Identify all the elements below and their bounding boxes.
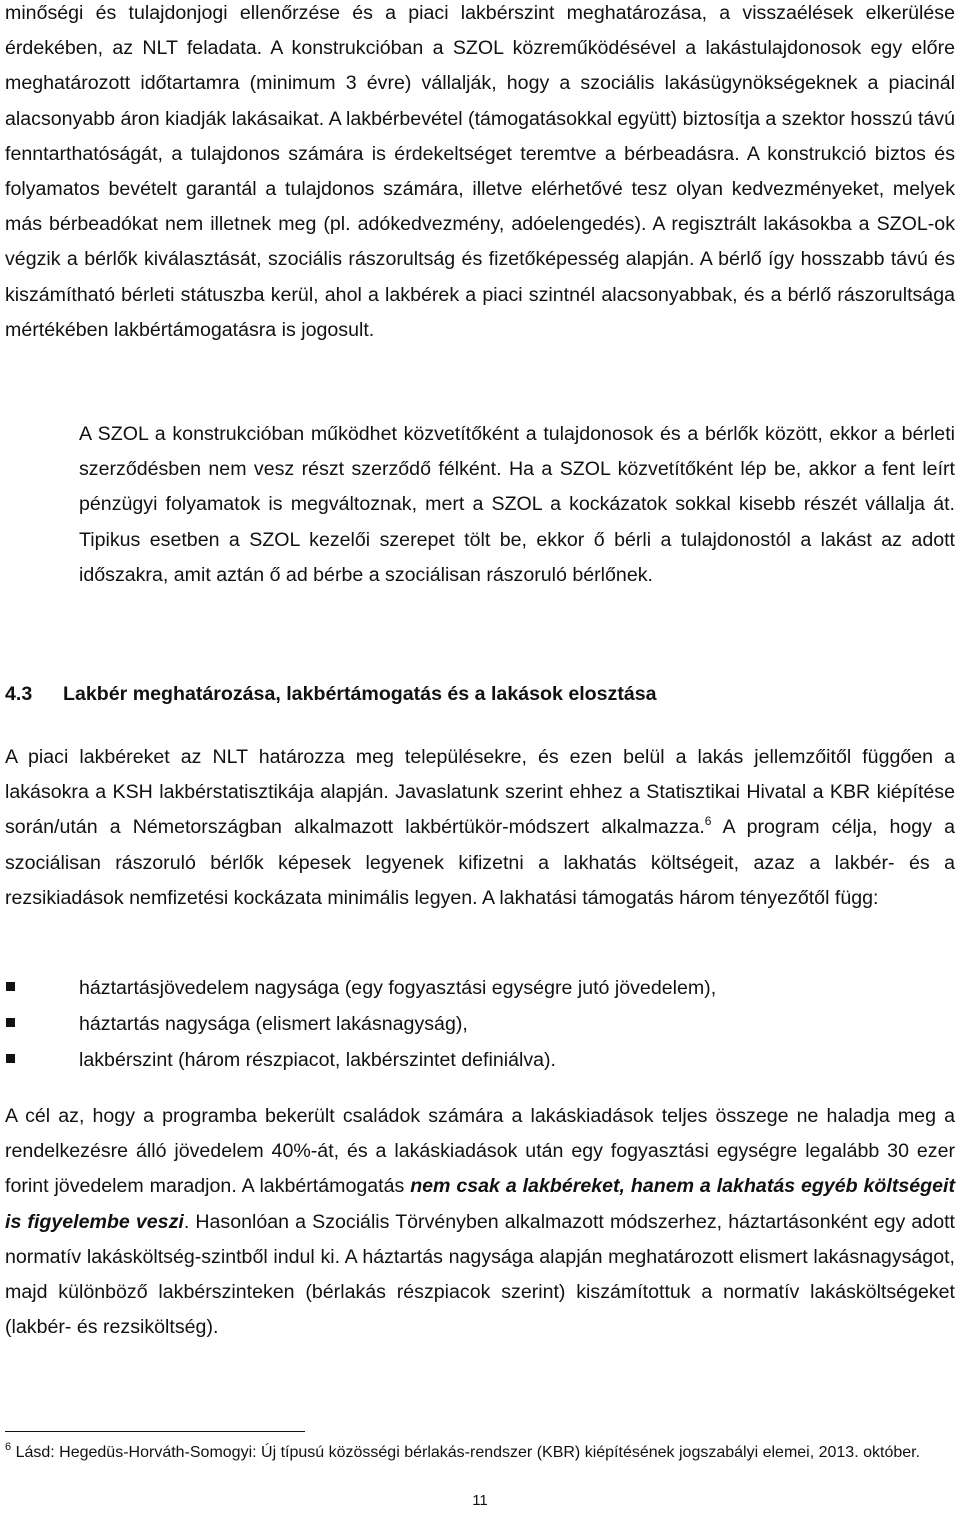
- list-item: [5, 1006, 955, 1042]
- footnote: [5, 1440, 955, 1466]
- paragraph-text-part2: . Hasonlóan a Szociális Törvényben alkalmazott módszerhez, háztartásonként egy adott normatív lakásköltség-szintből indul ki. A háztartás nagysága alapján meghatározott elismert lakásnagyságot, majd különböző lakbérszinteken (bérlakás részpiacok szerint) kiszámítottuk a normatív lakásköltségeket (lakbér- és rezsiköltség).: [5, 1210, 955, 1339]
- square-bullet-icon: [6, 982, 15, 991]
- paragraph-intro: minőségi és tulajdonjogi ellenőrzése és a piaci lakbérszint meghatározása, a visszaélések elkerülése érdekében, az NLT feladata. A konstrukcióban a SZOL közreműködésével a lakástulajdonosok egy előre meghatározott időtartamra (minimum 3 évre) vállalják, hogy a szociális lakásügynökségeknek a piacinál alacsonyabb áron kiadják lakásaikat. A lakbérbevétel (támogatásokkal együtt) biztosítja a szektor hosszú távú fenntarthatóságát, a tulajdonos számára is érdekeltséget teremtve a bérbeadásra. A konstrukció biztos és folyamatos bevételt garantál a tulajdonos számára, illetve elérhetővé tesz olyan kedvezményeket, melyek más bérbeadókat nem illetnek meg (pl. adókedvezmény, adóelengedés). A regisztrált lakásokba a SZOL-ok végzik a bérlők kiválasztását, szociális rászorultság és fizetőképesség alapján. A bérlő így hosszabb távú és kiszámítható bérleti státuszba kerül, ahol a lakbérek a piaci szintnél alacsonyabbak, és a bérlő rászorultsága mértékében lakbértámogatásra is jogosult.: [5, 2, 955, 341]
- section-title: Lakbér meghatározása, lakbértámogatás és a lakások elosztása: [63, 683, 657, 705]
- section-number: 4.3: [5, 683, 33, 705]
- section-heading: [5, 676, 955, 712]
- page-number: 11: [472, 1492, 488, 1509]
- footnote-number: 6: [5, 1441, 12, 1453]
- paragraph-text-after-ref: A program célja, hogy a szociálisan rászoruló bérlők képesek legyenek kifizetni a lakhatás költségeit, azaz a lakbér- és a rezsikiadások nemfizetési kockázata minimális legyen. A lakhatási támogatás három tényezőtől függ:: [5, 816, 955, 909]
- footnote-reference[interactable]: 6: [704, 814, 712, 829]
- list-item: [5, 970, 955, 1006]
- paragraph-text-before-ref: A piaci lakbéreket az NLT határozza meg településekre, és ezen belül a lakás jellemzőitől függően a lakásokra a KSH lakbérstatisztikája alapján. Javaslatunk szerint ehhez a Statisztikai Hivatal a KBR kiépítése során/után a Németországban alkalmazott lakbértükör-módszert alkalmazza.: [5, 746, 955, 839]
- footnote-divider: [5, 1431, 305, 1432]
- paragraph-text-part1: A cél az, hogy a programba bekerült családok számára a lakáskiadások teljes összege ne haladja meg a rendelkezésre álló jövedelem 40%-át, és a lakáskiadások után egy fogyasztási egységre legalább 30 ezer forint jövedelem maradjon. A lakbértámogatás: [5, 1105, 955, 1198]
- paragraph-indented-szol: A SZOL a konstrukcióban működhet közvetítőként a tulajdonosok és a bérlők között, ekkor a bérleti szerződésben nem vesz részt szerződő félként. Ha a SZOL közvetítőként lép be, akkor a fent leírt pénzügyi folyamatok is megváltoznak, mert a SZOL a kockázatok sokkal kisebb részét vállalja át. Tipikus esetben a SZOL kezelői szerepet tölt be, ekkor ő bérli a tulajdonostól a lakást az adott időszakra, amit aztán ő ad bérbe a szociálisan rászoruló bérlőnek.: [79, 423, 955, 586]
- list-item-text: háztartás nagysága (elismert lakásnagyság),: [79, 1013, 468, 1035]
- list-item-text: lakbérszint (három részpiacot, lakbérszintet definiálva).: [79, 1049, 556, 1071]
- list-item-text: háztartásjövedelem nagysága (egy fogyasztási egységre jutó jövedelem),: [79, 977, 717, 999]
- emphasized-text: nem csak a lakbéreket, hanem a lakhatás egyéb költségeit is figyelembe veszi: [5, 1175, 955, 1233]
- footnote-text: Lásd: Hegedüs-Horváth-Somogyi: Új típusú közösségi bérlakás-rendszer (KBR) kiépítésének jogszabályi elemei, 2013. október.: [11, 1444, 921, 1461]
- paragraph-rent-determination: [5, 740, 955, 916]
- list-item: [5, 1042, 955, 1078]
- factor-list: [5, 970, 955, 1078]
- paragraph-goal: [5, 1099, 955, 1345]
- square-bullet-icon: [6, 1054, 15, 1063]
- square-bullet-icon: [6, 1018, 15, 1027]
